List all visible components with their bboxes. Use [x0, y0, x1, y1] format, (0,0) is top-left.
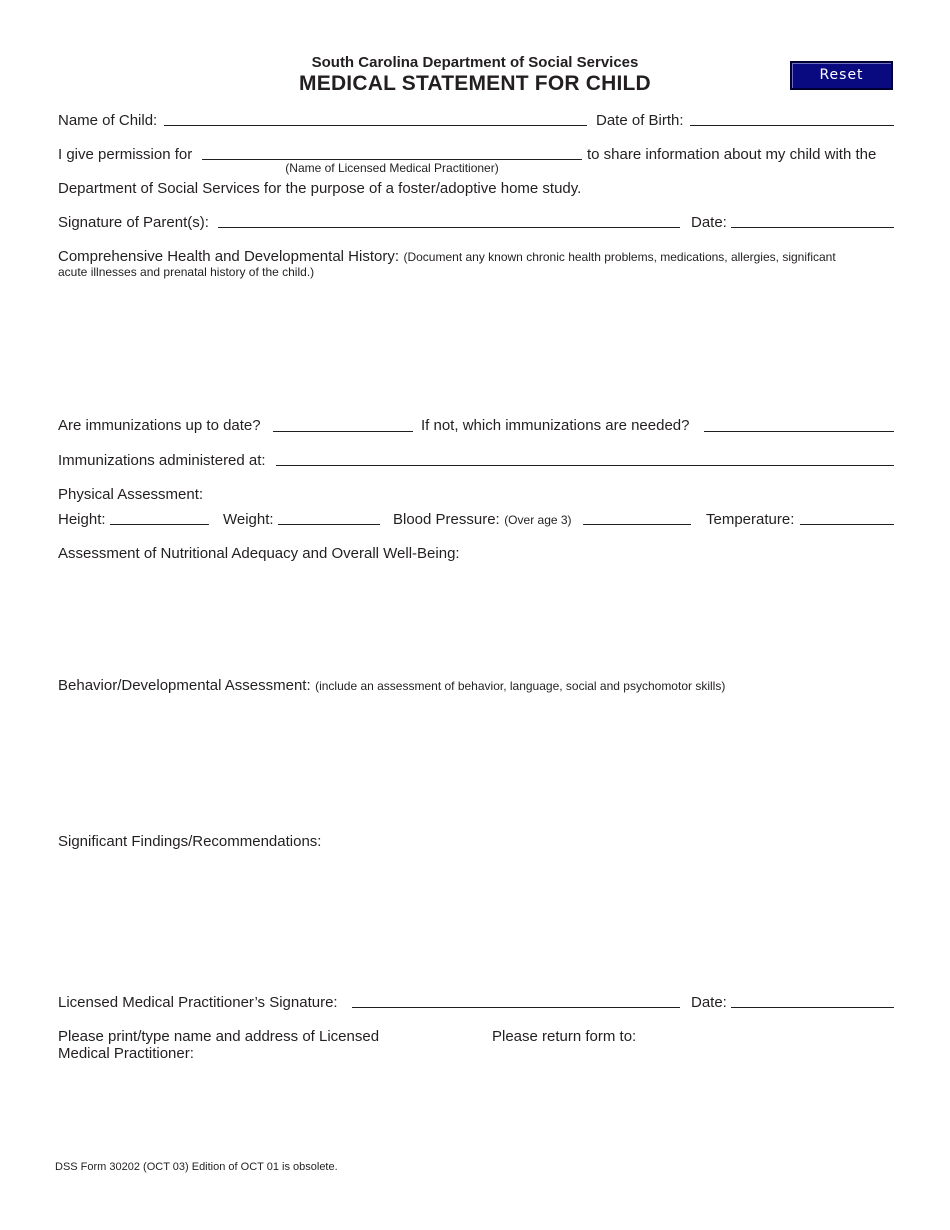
significant-findings-area[interactable]: [58, 854, 894, 984]
immunizations-needed-label: If not, which immunizations are needed?: [421, 417, 690, 434]
parent-date-field[interactable]: [731, 227, 894, 228]
practitioner-name-field[interactable]: [202, 159, 582, 160]
temperature-label: Temperature:: [706, 511, 795, 528]
blood-pressure-heading: [393, 511, 572, 529]
return-form-label: Please return form to:: [492, 1028, 637, 1045]
immunizations-administered-field[interactable]: [276, 465, 894, 466]
print-name-label-line-1: Please print/type name and address of Licensed: [58, 1028, 380, 1045]
health-history-label: Comprehensive Health and Developmental History:: [58, 248, 400, 265]
temperature-field[interactable]: [800, 524, 894, 525]
name-of-child-field[interactable]: [164, 125, 587, 126]
agency-name: South Carolina Department of Social Services: [311, 54, 639, 71]
nutritional-assessment-area[interactable]: [58, 566, 894, 671]
practitioner-signature-field[interactable]: [352, 1007, 680, 1008]
health-history-area[interactable]: [58, 282, 894, 402]
parent-date-label: Date:: [691, 214, 727, 231]
height-label: Height:: [58, 511, 106, 528]
practitioner-name-caption: (Name of Licensed Medical Practitioner): [285, 161, 499, 175]
immunizations-up-to-date-field[interactable]: [273, 431, 413, 432]
print-name-label-line-2: Medical Practitioner:: [58, 1045, 194, 1062]
name-of-child-label: Name of Child:: [58, 112, 158, 129]
immunizations-administered-label: Immunizations administered at:: [58, 452, 266, 469]
significant-findings-label: Significant Findings/Recommendations:: [58, 833, 322, 850]
parent-signature-label: Signature of Parent(s):: [58, 214, 209, 231]
weight-field[interactable]: [278, 524, 380, 525]
date-of-birth-field[interactable]: [690, 125, 894, 126]
nutritional-assessment-label: Assessment of Nutritional Adequacy and Overall Well-Being:: [58, 545, 460, 562]
practitioner-date-field[interactable]: [731, 1007, 894, 1008]
immunizations-up-to-date-label: Are immunizations up to date?: [58, 417, 261, 434]
permission-line-2: Department of Social Services for the purpose of a foster/adoptive home study.: [58, 180, 582, 197]
blood-pressure-note: (Over age 3): [504, 513, 572, 527]
reset-button[interactable]: Reset: [790, 61, 893, 90]
behavior-assessment-area[interactable]: [58, 698, 894, 828]
date-of-birth-label: Date of Birth:: [596, 112, 684, 129]
parent-signature-field[interactable]: [218, 227, 680, 228]
health-history-heading: [58, 248, 836, 266]
behavior-assessment-heading: [58, 677, 725, 695]
immunizations-needed-field[interactable]: [704, 431, 894, 432]
health-history-note: (Document any known chronic health problems, medications, allergies, significant: [403, 250, 836, 264]
practitioner-date-label: Date:: [691, 994, 727, 1011]
practitioner-signature-label: Licensed Medical Practitioner’s Signature:: [58, 994, 338, 1011]
behavior-assessment-label: Behavior/Developmental Assessment:: [58, 677, 311, 694]
height-field[interactable]: [110, 524, 209, 525]
weight-label: Weight:: [223, 511, 274, 528]
form-number: DSS Form 30202 (OCT 03) Edition of OCT 01 is obsolete.: [55, 1161, 338, 1173]
behavior-assessment-note: (include an assessment of behavior, language, social and psychomotor skills): [315, 679, 726, 693]
blood-pressure-label: Blood Pressure:: [393, 511, 500, 528]
health-history-note-2: acute illnesses and prenatal history of the child.): [58, 265, 315, 279]
page-title: MEDICAL STATEMENT FOR CHILD: [299, 72, 651, 95]
permission-prefix: I give permission for: [58, 146, 193, 163]
physical-assessment-label: Physical Assessment:: [58, 486, 204, 503]
blood-pressure-field[interactable]: [583, 524, 691, 525]
permission-suffix: to share information about my child with the: [587, 146, 877, 163]
